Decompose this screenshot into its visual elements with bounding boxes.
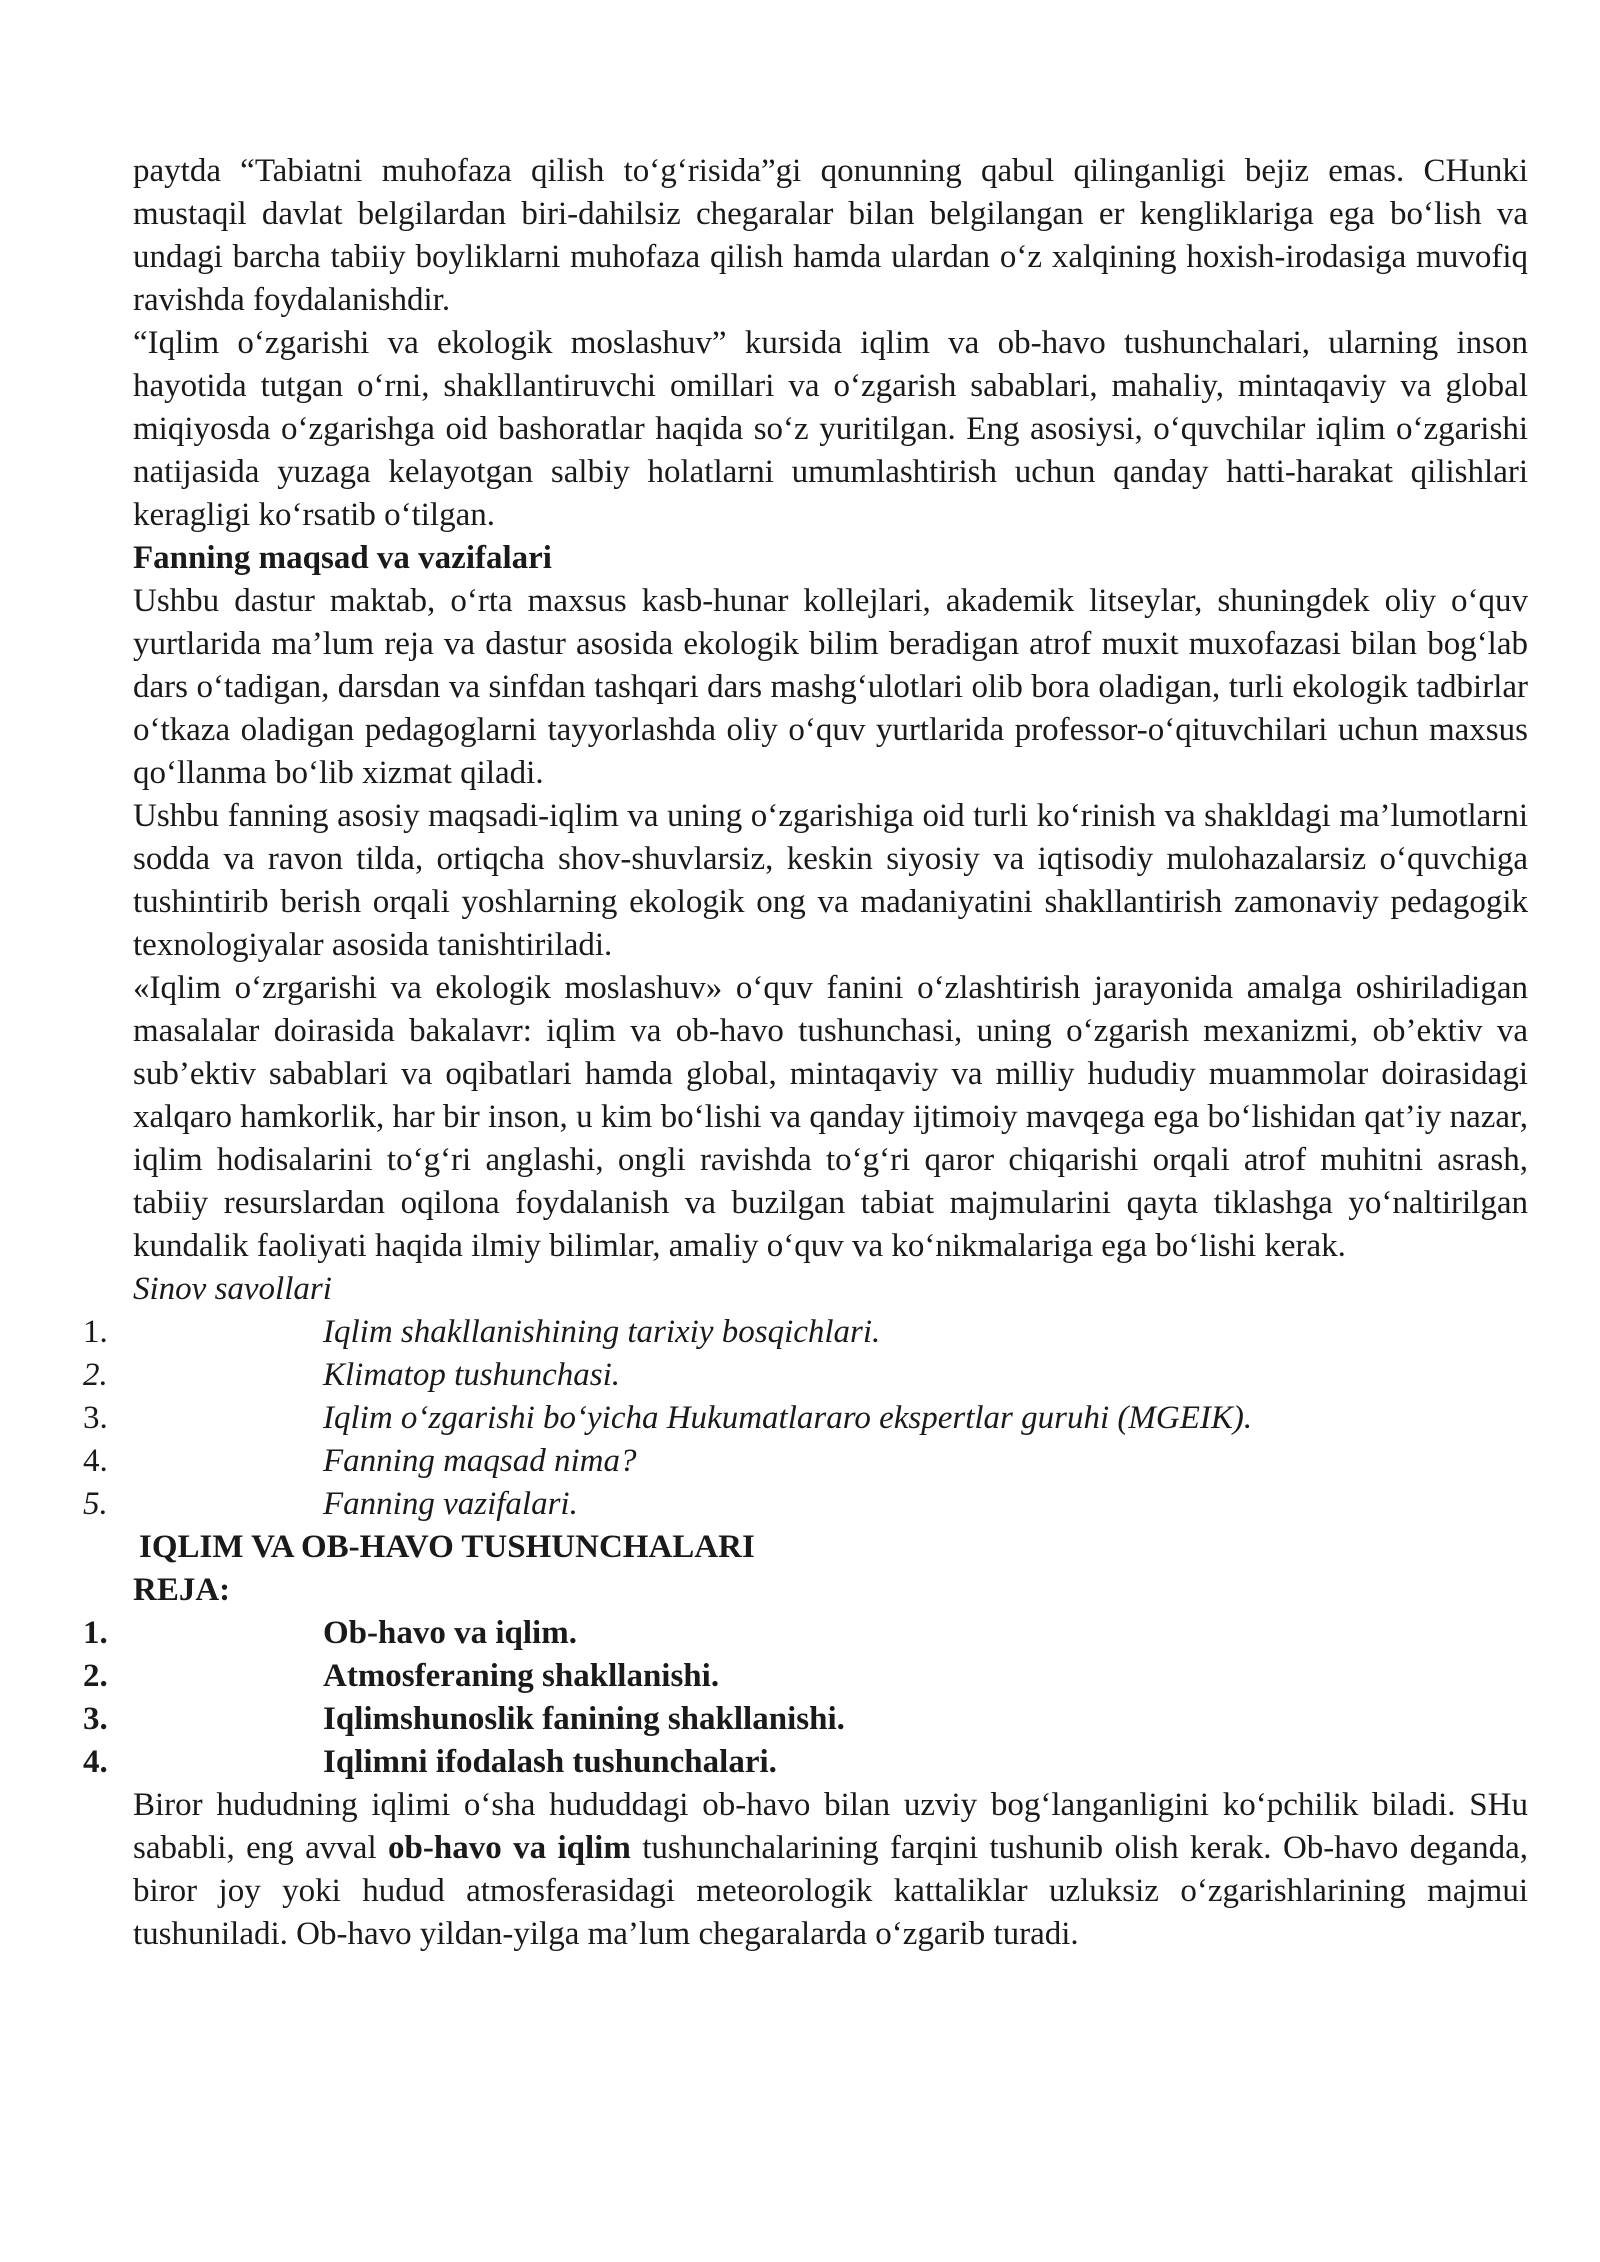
list-item-number: 1. bbox=[83, 1314, 108, 1350]
paragraph-text: tushunchalarining farqini tushunib olish kerak. Ob-havo deganda, biror joy yoki hudud atmosferasidagi meteorologik kattaliklar uzluksiz o‘zgarishlarining majmui tushuniladi. Ob-havo yildan-yilga ma’lum chegaralarda o‘zgarib turadi. bbox=[133, 1830, 1528, 1952]
list-item-number: 4. bbox=[83, 1744, 108, 1780]
list-item bbox=[83, 1354, 1528, 1397]
list-item-number: 1. bbox=[83, 1615, 108, 1651]
list-item-text: Iqlim o‘zgarishi bo‘yicha Hukumatlararo ekspertlar guruhi (MGEIK). bbox=[323, 1400, 1253, 1436]
list-item-number: 2. bbox=[83, 1357, 108, 1393]
list-item-text: Iqlim shakllanishining tarixiy bosqichlari. bbox=[323, 1314, 881, 1350]
section-title: IQLIM VA OB-HAVO TUSHUNCHALARI bbox=[139, 1529, 755, 1565]
plan-label: REJA: bbox=[133, 1572, 231, 1608]
list-item-text: Iqlimshunoslik fanining shakllanishi. bbox=[323, 1701, 845, 1737]
list-item bbox=[83, 1741, 1528, 1784]
paragraph-program: Ushbu dastur maktab, o‘rta maxsus kasb-hunar kollejlari, akademik litseylar, shuningdek oliy o‘quv yurtlarida ma’lum reja va dastur asosida ekologik bilim beradigan atrof muxit muxofazasi bilan bog‘lab dars o‘tadigan, darsdan va sinfdan tashqari dars mashg‘ulotlari olib bora oladigan, turli ekologik tadbirlar o‘tkaza oladigan pedagoglarni tayyorlashda oliy o‘quv yurtlarida professor-o‘qituvchilari uchun maxsus qo‘llanma bo‘lib xizmat qiladi. bbox=[133, 583, 1528, 791]
paragraph-bachelor-requirements: «Iqlim o‘zrgarishi va ekologik moslashuv» o‘quv fanini o‘zlashtirish jarayonida amalga oshiriladigan masalalar doirasida bakalavr: iqlim va ob-havo tushunchasi, uning o‘zgarish mexanizmi, ob’ektiv va sub’ektiv sabablari va oqibatlari hamda global, mintaqaviy va milliy hududiy muammolar doirasidagi xalqaro hamkorlik, har bir inson, u kim bo‘lishi va qanday ijtimoiy mavqega ega bo‘lishidan qat’iy nazar, iqlim hodisalarini to‘g‘ri anglashi, ongli ravishda to‘g‘ri qaror chiqarishi orqali atrof muhitni asrash, tabiiy resurslardan oqilona foydalanish va buzilgan tabiat majmularini qayta tiklashga yo‘naltirilgan kundalik faoliyati haqida ilmiy bilimlar, amaliy o‘quv va ko‘nikmalariga ega bo‘lishi kerak. bbox=[133, 970, 1528, 1264]
paragraph-course-overview: “Iqlim o‘zgarishi va ekologik moslashuv” kursida iqlim va ob-havo tushunchalari, ularning inson hayotida tutgan o‘rni, shakllantiruvchi omillari va o‘zgarish sabablari, mahaliy, mintaqaviy va global miqiyosda o‘zgarishga oid bashoratlar haqida so‘z yuritilgan. Eng asosiysi, o‘quvchilar iqlim o‘zgarishi natijasida yuzaga kelayotgan salbiy holatlarni umumlashtirish uchun qanday hatti-harakat qilishlari keragligi ko‘rsatib o‘tilgan. bbox=[133, 325, 1528, 533]
list-item bbox=[83, 1655, 1528, 1698]
paragraph-main-goal: Ushbu fanning asosiy maqsadi-iqlim va uning o‘zgarishiga oid turli ko‘rinish va shakldagi ma’lumotlarni sodda va ravon tilda, ortiqcha shov-shuvlarsiz, keskin siyosiy va iqtisodiy mulohazalarsiz o‘quvchiga tushintirib berish orqali yoshlarning ekologik ong va madaniyatini shakllantirish zamonaviy pedagogik texnologiyalar asosida tanishtiriladi. bbox=[133, 798, 1528, 963]
list-item bbox=[83, 1483, 1528, 1526]
list-item bbox=[83, 1311, 1528, 1354]
list-item bbox=[83, 1612, 1528, 1655]
list-item-number: 3. bbox=[83, 1701, 108, 1737]
list-item bbox=[83, 1698, 1528, 1741]
paragraph-intro: paytda “Tabiatni muhofaza qilish to‘g‘risida”gi qonunning qabul qilinganligi bejiz emas. CHunki mustaqil davlat belgilardan biri-dahilsiz chegaralar bilan belgilangan er kengliklariga ega bo‘lish va undagi barcha tabiiy boyliklarni muhofaza qilish hamda ulardan o‘z xalqining hoxish-irodasiga muvofiq ravishda foydalanishdir. bbox=[133, 153, 1528, 318]
paragraph-weather-climate bbox=[133, 1784, 1528, 1956]
list-item-number: 2. bbox=[83, 1658, 108, 1694]
list-item-text: Klimatop tushunchasi. bbox=[323, 1357, 621, 1393]
questions-list bbox=[83, 1311, 1528, 1526]
list-item-text: Iqlimni ifodalash tushunchalari. bbox=[323, 1744, 777, 1780]
list-item-number: 4. bbox=[83, 1443, 108, 1479]
list-item-text: Fanning maqsad nima? bbox=[323, 1443, 637, 1479]
heading-goals: Fanning maqsad va vazifalari bbox=[133, 540, 552, 576]
document-page bbox=[83, 150, 1528, 1956]
list-item-text: Ob-havo va iqlim. bbox=[323, 1615, 577, 1651]
list-item-text: Atmosferaning shakllanishi. bbox=[323, 1658, 720, 1694]
list-item-number: 3. bbox=[83, 1400, 108, 1436]
list-item-number: 5. bbox=[83, 1486, 108, 1522]
plan-list bbox=[83, 1612, 1528, 1784]
emphasis-text: ob-havo va iqlim bbox=[388, 1830, 631, 1866]
list-item bbox=[83, 1397, 1528, 1440]
list-item-text: Fanning vazifalari. bbox=[323, 1486, 578, 1522]
list-item bbox=[83, 1440, 1528, 1483]
paragraph-text: Biror hududning iqlimi o‘sha hududdagi ob-havo bilan uzviy bog‘langanligini ko‘pchilik biladi. SHu sababli, eng avval bbox=[133, 1787, 1528, 1866]
questions-label: Sinov savollari bbox=[133, 1271, 332, 1307]
